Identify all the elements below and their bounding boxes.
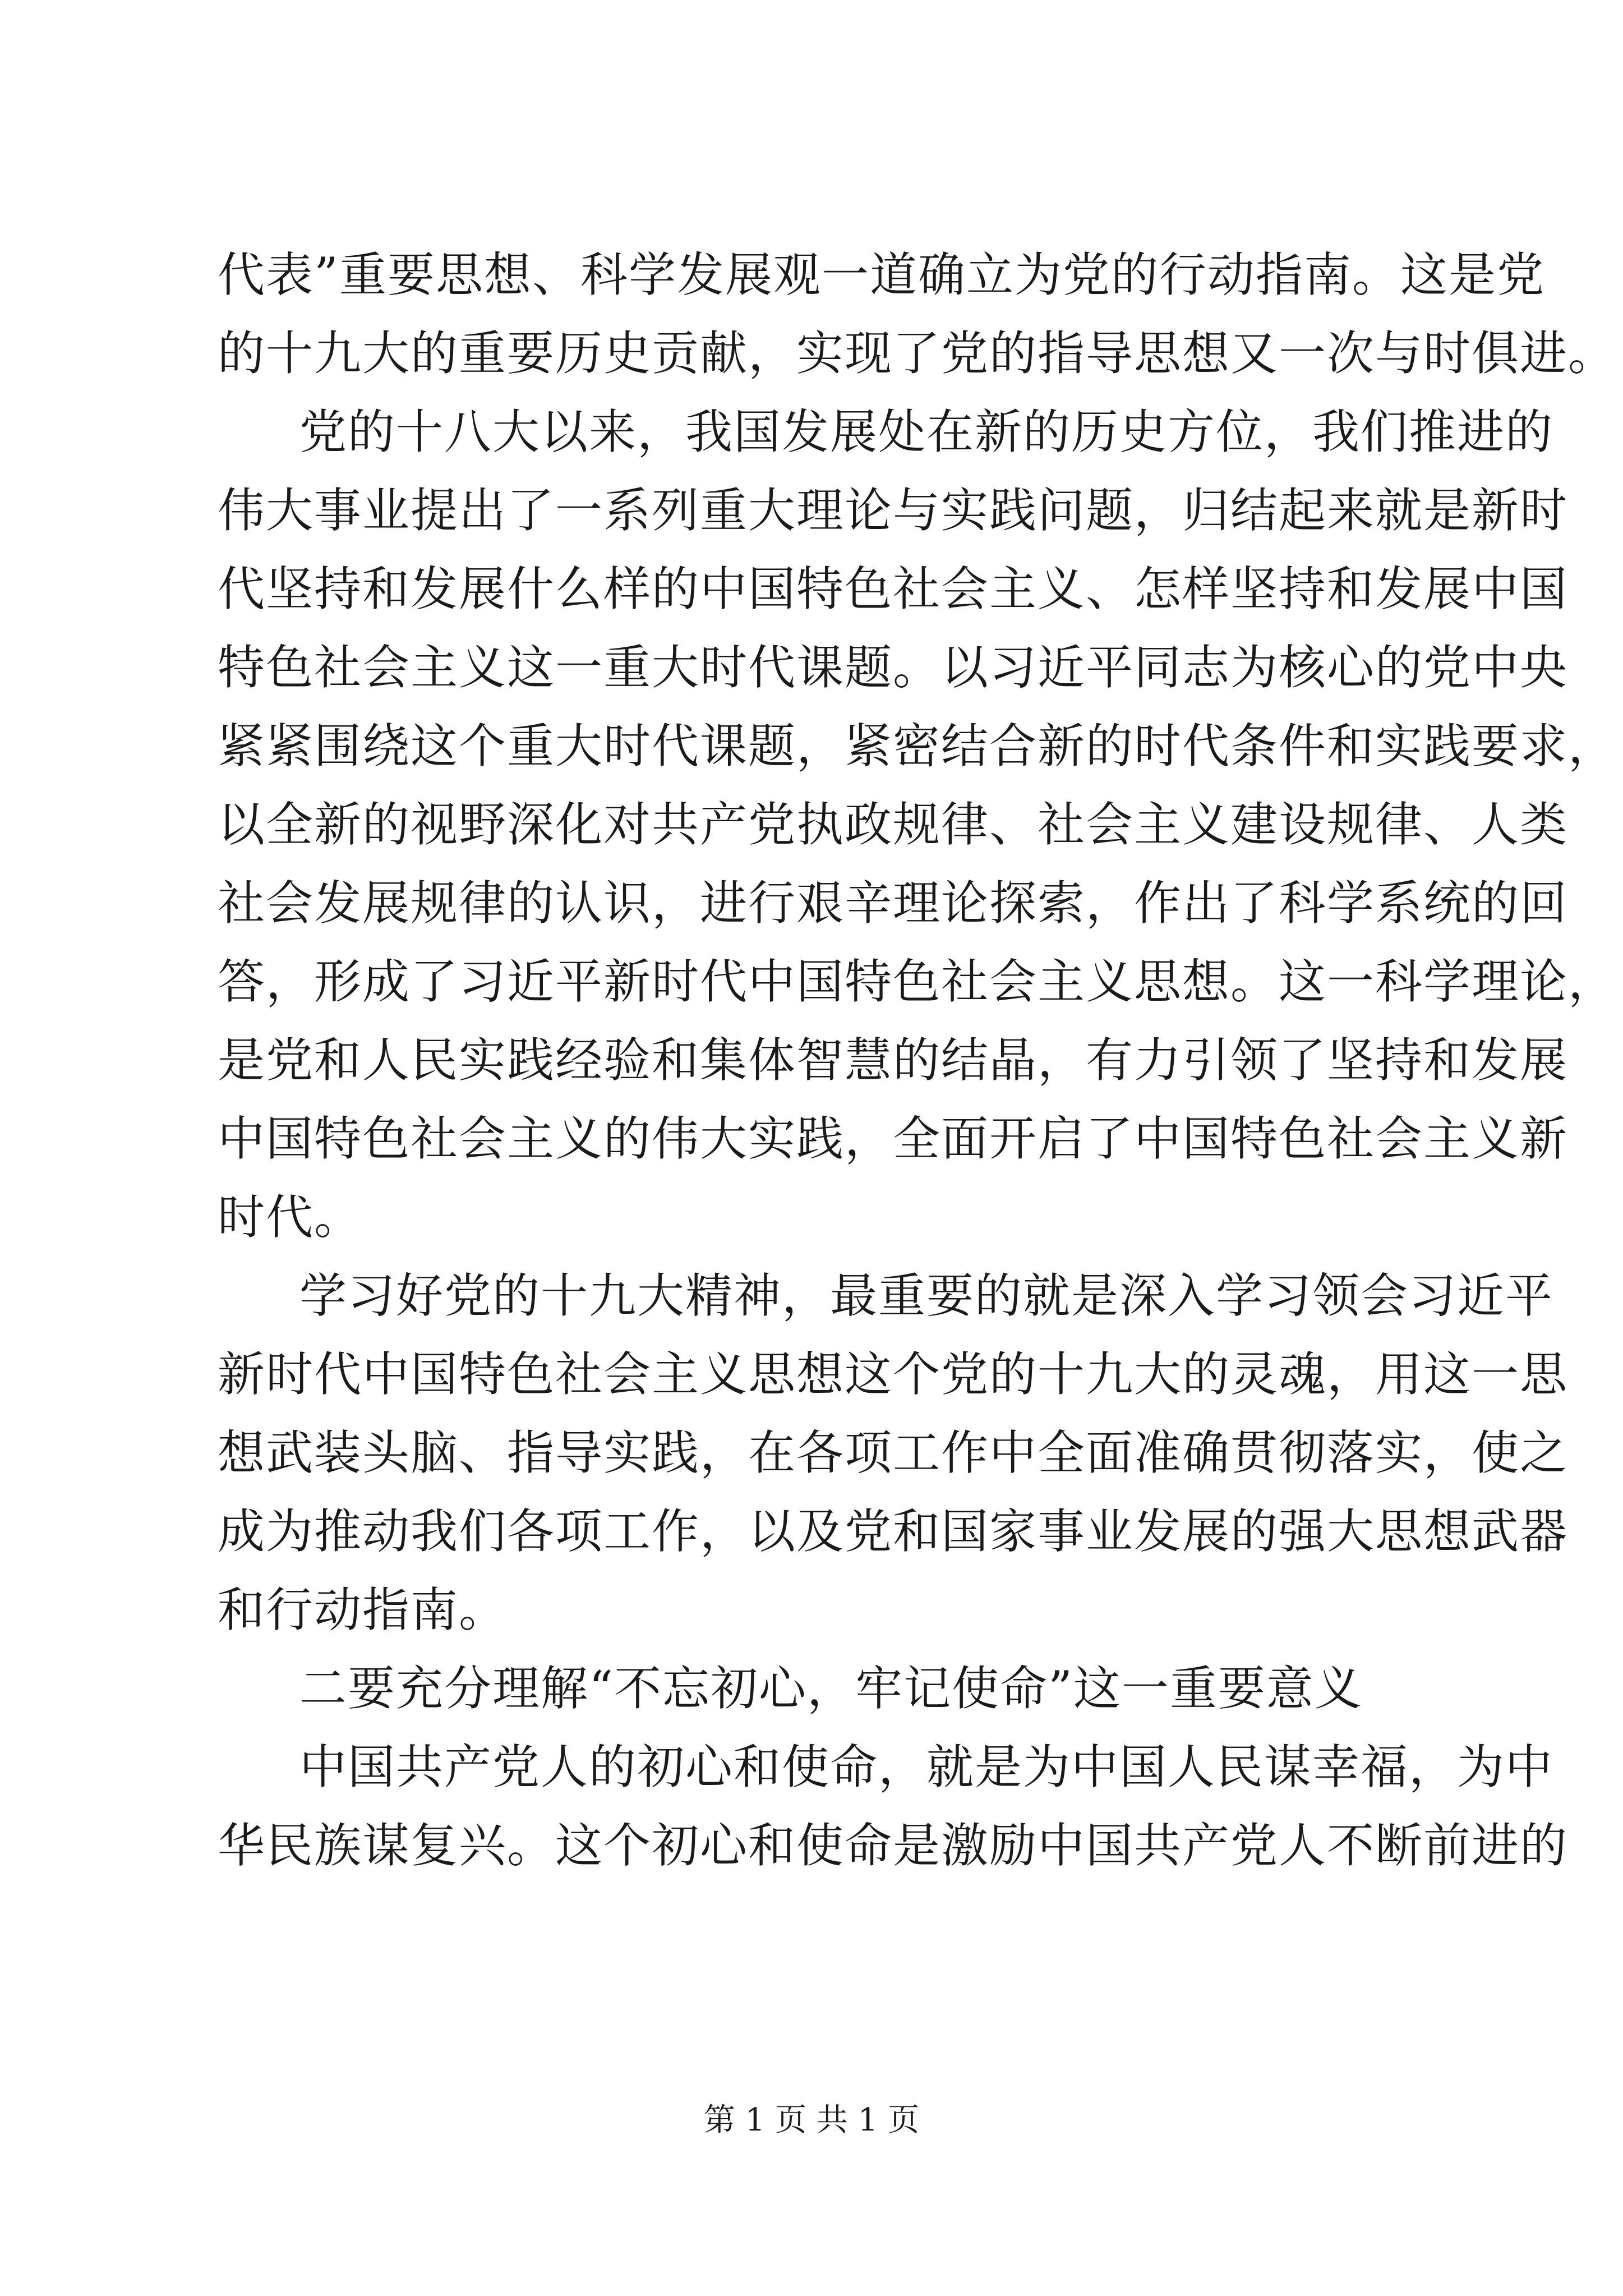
text-line: 中国特色社会主义的伟大实践，全面开启了中国特色社会主义新 bbox=[218, 1111, 1569, 1166]
text-line: 的十九大的重要历史贡献，实现了党的指导思想又一次与时俱进。 bbox=[218, 326, 1617, 381]
text-line: 代表”重要思想、科学发展观一道确立为党的行动指南。这是党 bbox=[218, 247, 1545, 302]
text-line: 社会发展规律的认识，进行艰辛理论探索，作出了科学系统的回 bbox=[218, 876, 1569, 931]
text-line: 特色社会主义这一重大时代课题。以习近平同志为核心的党中央 bbox=[218, 640, 1569, 695]
text-line: 伟大事业提出了一系列重大理论与实践问题，归结起来就是新时 bbox=[218, 483, 1569, 538]
text-line: 代坚持和发展什么样的中国特色社会主义、怎样坚持和发展中国 bbox=[218, 562, 1569, 616]
text-line: 华民族谋复兴。这个初心和使命是激励中国共产党人不断前进的 bbox=[218, 1818, 1569, 1873]
text-line: 成为推动我们各项工作，以及党和国家事业发展的强大思想武器 bbox=[218, 1504, 1569, 1559]
text-line: 想武装头脑、指导实践，在各项工作中全面准确贯彻落实，使之 bbox=[218, 1425, 1569, 1480]
text-line: 时代。 bbox=[218, 1190, 363, 1245]
paragraph-first-line: 学习好党的十九大精神，最重要的就是深入学习领会习近平 bbox=[299, 1268, 1554, 1323]
text-line: 以全新的视野深化对共产党执政规律、社会主义建设规律、人类 bbox=[218, 797, 1569, 852]
paragraph-first-line: 党的十八大以来，我国发展处在新的历史方位，我们推进的 bbox=[299, 404, 1554, 459]
section-heading: 二要充分理解“不忘初心，牢记使命”这一重要意义 bbox=[299, 1661, 1363, 1716]
text-line: 是党和人民实践经验和集体智慧的结晶，有力引领了坚持和发展 bbox=[218, 1033, 1569, 1088]
text-line: 和行动指南。 bbox=[218, 1582, 508, 1637]
text-line: 新时代中国特色社会主义思想这个党的十九大的灵魂，用这一思 bbox=[218, 1347, 1569, 1402]
text-line: 紧紧围绕这个重大时代课题，紧密结合新的时代条件和实践要求， bbox=[218, 719, 1617, 774]
text-line: 答，形成了习近平新时代中国特色社会主义思想。这一科学理论， bbox=[218, 954, 1617, 1009]
page-number-footer: 第 1 页 共 1 页 bbox=[703, 2102, 920, 2138]
paragraph-first-line: 中国共产党人的初心和使命，就是为中国人民谋幸福，为中 bbox=[299, 1740, 1554, 1795]
